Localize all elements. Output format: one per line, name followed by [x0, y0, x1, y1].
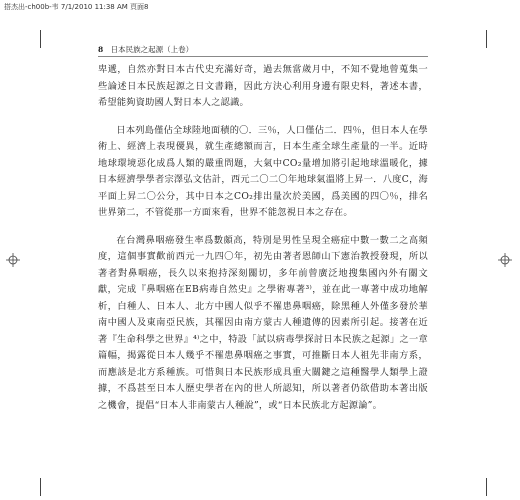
file-header: 搭杰出-ch00b-韦 7/1/2010 11:38 AM 頁面8	[4, 3, 149, 11]
running-head	[98, 44, 193, 55]
paragraph: 日本列島僅佔全球陸地面積的〇．三％，人口僅佔二．四％，但日本人在學術上、經濟上表現優異，就生產總額而言，日本生產全球生產量的一半。近時地球環境惡化成爲人類的嚴重問題，大氣中CO₂量增加將引起地球溫暖化，據日本經濟學學者宗澤弘文估計，西元二〇二〇年地球氣溫將上昇一．八度C，海平面上昇二〇公分，其中日本之CO₂排出量次於美國，爲美國的四〇％，排名世界第二，不管從那一方面來看，世界不能忽視日本之存在。	[98, 124, 428, 218]
registration-mark-left	[6, 253, 20, 267]
crop-mark-top-left	[40, 30, 41, 48]
crop-mark-bottom-right	[486, 478, 487, 496]
paragraph: 卑遞，自然亦對日本古代史充滿好奇，過去無當歲月中，不知不覺地曾蒐集一些論述日本民族起源之日文書籍，因此方決心利用身邊有限史料，著述本書，希望能夠資助國人對日本人之認識。	[98, 64, 428, 108]
header-rule	[98, 56, 428, 57]
page-number: 8	[98, 45, 104, 54]
book-title: 日本民族之起源（上卷）	[110, 45, 194, 54]
crop-mark-top-right	[486, 30, 487, 48]
body-text	[98, 62, 428, 414]
crop-mark-bottom-left	[40, 478, 41, 496]
registration-mark-right	[498, 253, 512, 267]
paragraph: 在台灣鼻咽癌發生率爲數頗高，特別是男性呈現全癌症中數一數二之高頻度，這個事實歡前西元一九四〇年，初先由著者恩師山下憲治教授發現，所以著者對鼻咽癌，長久以來抱持深刻關切，多年前曾廣泛地搜集國內外有關文獻，完成『鼻咽癌在EB病毒自然史』之學術專著³⁾，並在此一專著中成功地解析，白種人、日本人、北方中國人似乎不罹患鼻咽癌，除黑種人外僅多發於華南中國人及東南亞民族，其罹因由南方蒙古人種遺傳的因素所引起。接著在近著『生命科學之世界』⁴⁾之中，特設「試以病毒學探討日本民族之起源」之一章篇幅，揭露從日本人幾乎不罹患鼻咽癌之事實，可推斷日本人祖先非南方系，而應該是北方系種族。可惜與日本民族形成具重大關鍵之這種醫學人類學上證據，不爲甚至日本人歷史學者在內的世人所認知，所以著者仍欲借助本著出版之機會，提倡“日本人非南蒙古人種說”，或“日本民族北方起源論”。	[98, 234, 428, 411]
